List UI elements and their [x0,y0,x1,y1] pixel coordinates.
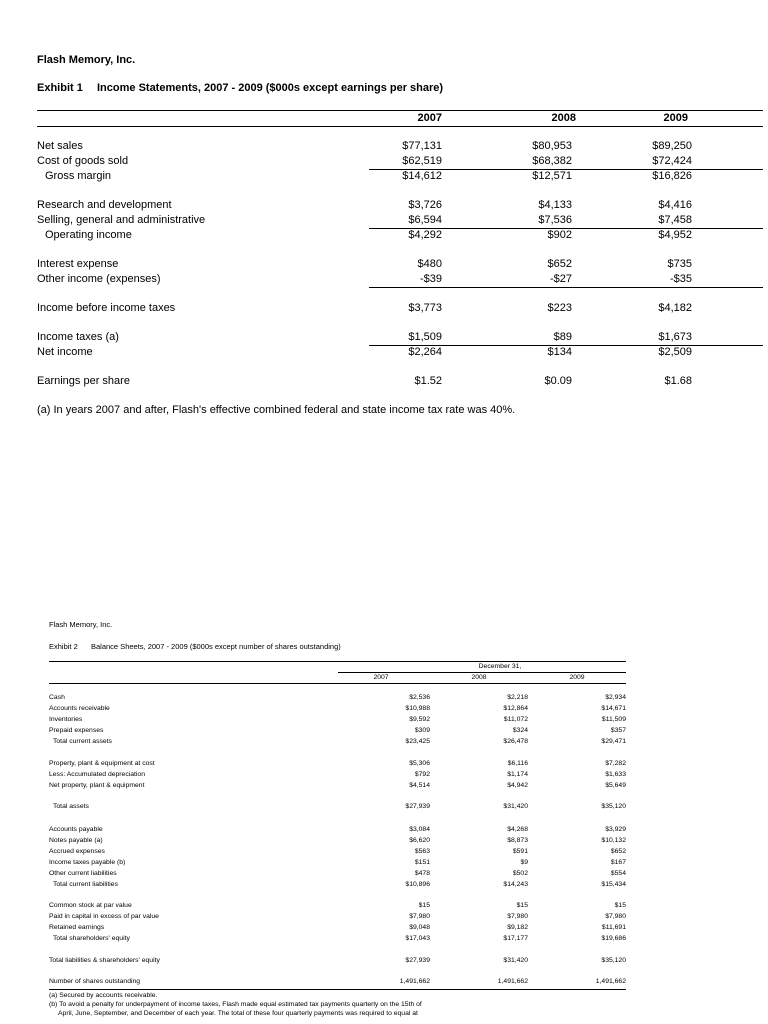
exhibit2-cell: $7,980 [409,913,430,920]
exhibit2-cell: $7,282 [605,760,626,767]
exhibit1-cell: $7,536 [538,214,572,226]
exhibit2-row-label: Total liabilities & shareholders' equity [49,957,160,964]
exhibit1-cell: $4,952 [658,229,692,241]
exhibit2-row-label: Total shareholders' equity [53,935,130,942]
exhibit1-title [37,82,443,94]
exhibit2-row-label: Prepaid expenses [49,727,104,734]
exhibit2-row-label: Retained earnings [49,924,105,931]
exhibit1-company-name: Flash Memory, Inc. [37,54,136,66]
exhibit2-cell: $478 [414,870,430,877]
exhibit1-cell: $223 [547,302,572,314]
exhibit1-cell: $62,519 [402,155,442,167]
exhibit1-cell: $16,826 [652,170,692,182]
exhibit1-title-text: Income Statements, 2007 - 2009 ($000s except earnings per share) [97,82,444,94]
exhibit1-cell: $80,953 [532,140,572,152]
exhibit1-row-label: Research and development [37,199,172,211]
exhibit2-cell: $9,592 [409,716,430,723]
exhibit2-cell: $10,896 [405,881,430,888]
exhibit2-note: (b) To avoid a penalty for underpayment of income taxes, Flash made equal estimated tax payments quarterly on the 15th of [49,1001,422,1008]
exhibit1-cell: $12,571 [532,170,572,182]
exhibit1-cell: $4,182 [658,302,692,314]
exhibit2-row-label: Accounts receivable [49,705,110,712]
exhibit2-cell: $5,306 [409,760,430,767]
exhibit2-cell: $11,691 [601,924,626,931]
exhibit2-cell: $324 [512,727,528,734]
exhibit2-cell: $3,929 [605,826,626,833]
exhibit2-cell: $23,425 [405,738,430,745]
exhibit2-cell: $14,243 [503,881,528,888]
exhibit2-row-label: Notes payable (a) [49,837,103,844]
exhibit2-cell: $1,174 [507,771,528,778]
exhibit1-row-label: Interest expense [37,258,119,270]
exhibit2-cell: $10,988 [405,705,430,712]
exhibit1-cell: $1,673 [658,331,692,343]
exhibit1-cell: -$35 [669,273,692,285]
exhibit1-cell: $1.52 [414,375,442,387]
exhibit1-cell: $4,416 [658,199,692,211]
exhibit2-top-rule [49,661,626,662]
exhibit1-year-header: 2007 [417,112,442,124]
exhibit2-header-rule [49,683,626,684]
exhibit2-cell: $31,420 [503,803,528,810]
exhibit2-cell: $35,120 [601,957,626,964]
exhibit2-cell: $9,182 [507,924,528,931]
exhibit1-cell: -$27 [549,273,572,285]
exhibit2-row-label: Other current liabilities [49,870,117,877]
exhibit2-cell: $792 [414,771,430,778]
exhibit1-header-bottom-rule [37,126,763,127]
exhibit2-row-label: Paid in capital in excess of par value [49,913,159,920]
exhibit1-cell: $134 [547,346,572,358]
exhibit2-cell: $4,942 [507,782,528,789]
exhibit2-cell: $9 [520,859,528,866]
exhibit2-cell: $17,043 [405,935,430,942]
exhibit1-row-label: Other income (expenses) [37,273,161,285]
exhibit2-cell: $502 [512,870,528,877]
exhibit2-cell: $309 [414,727,430,734]
exhibit2-row-label: Common stock at par value [49,902,132,909]
exhibit1-cell: $3,726 [408,199,442,211]
exhibit2-row-label: Cash [49,694,65,701]
exhibit2-row-label: Total current assets [53,738,112,745]
exhibit2-row-label: Less: Accumulated depreciation [49,771,145,778]
exhibit2-cell: 1,491,662 [399,978,430,985]
exhibit2-cell: $35,120 [601,803,626,810]
exhibit2-cell: $15 [516,902,528,909]
exhibit1-cell: $4,292 [408,229,442,241]
exhibit2-cell: $27,939 [405,803,430,810]
exhibit2-year-header: 2009 [569,674,585,681]
exhibit1-subtotal-rule [369,287,763,288]
exhibit2-period-header: December 31, [478,663,522,670]
exhibit2-row-label: Number of shares outstanding [49,978,141,985]
exhibit2-cell: $27,939 [405,957,430,964]
exhibit2-cell: $3,084 [409,826,430,833]
exhibit2-cell: $2,536 [409,694,430,701]
exhibit1-row-label: Selling, general and administrative [37,214,206,226]
exhibit2-cell: $167 [610,859,626,866]
exhibit2-note: April, June, September, and December of each year. The total of these four quarterly payments was required to equal at [58,1010,418,1017]
exhibit2-cell: $15 [614,902,626,909]
exhibit2-cell: $14,671 [601,705,626,712]
exhibit1-cell: $2,264 [408,346,442,358]
exhibit1-number: Exhibit 1 [37,82,83,94]
exhibit1-row-label: Income before income taxes [37,302,176,314]
exhibit1-cell: $72,424 [652,155,692,167]
exhibit2-cell: $17,177 [503,935,528,942]
exhibit2-cell: $12,864 [503,705,528,712]
exhibit1-cell: $1,509 [408,331,442,343]
exhibit2-period-rule [338,672,626,673]
exhibit2-cell: $554 [610,870,626,877]
exhibit2-company-name: Flash Memory, Inc. [49,620,113,629]
exhibit1-cell: $77,131 [402,140,442,152]
exhibit2-cell: $652 [610,848,626,855]
exhibit2-cell: $19,686 [601,935,626,942]
exhibit2-cell: $15,434 [601,881,626,888]
exhibit1-row-label: Cost of goods sold [37,155,129,167]
exhibit2-note: (a) Secured by accounts receivable. [49,992,158,999]
exhibit2-cell: $2,934 [605,694,626,701]
exhibit2-cell: $563 [414,848,430,855]
exhibit2-cell: $151 [414,859,430,866]
exhibit2-cell: $7,980 [507,913,528,920]
exhibit2-cell: $357 [610,727,626,734]
exhibit2-cell: $2,218 [507,694,528,701]
exhibit1-cell: $68,382 [532,155,572,167]
exhibit2-row-label: Net property, plant & equipment [49,782,145,789]
exhibit1-year-header: 2009 [663,112,688,124]
exhibit1-cell: $480 [417,258,442,270]
exhibit2-row-label: Accounts payable [49,826,103,833]
exhibit2-cell: $1,633 [605,771,626,778]
exhibit1-cell: $14,612 [402,170,442,182]
exhibit1-cell: $7,458 [658,214,692,226]
exhibit2-cell: 1,491,662 [595,978,626,985]
exhibit2-cell: $29,471 [601,738,626,745]
exhibit1-row-label: Operating income [45,229,132,241]
exhibit1-row-label: Net income [37,346,93,358]
exhibit2-cell: $8,873 [507,837,528,844]
exhibit1-cell: $4,133 [538,199,572,211]
exhibit2-cell: 1,491,662 [497,978,528,985]
exhibit2-cell: $11,509 [601,716,626,723]
exhibit2-cell: $10,132 [601,837,626,844]
exhibit1-cell: $735 [667,258,692,270]
exhibit1-cell: $1.68 [664,375,692,387]
exhibit2-cell: $7,980 [605,913,626,920]
exhibit2-year-header: 2007 [373,674,389,681]
exhibit2-cell: $15 [418,902,430,909]
exhibit1-cell: $902 [547,229,572,241]
exhibit1-header-top-rule [37,110,763,111]
exhibit2-bottom-rule [49,989,626,990]
exhibit2-cell: $4,514 [409,782,430,789]
exhibit2-row-label: Property, plant & equipment at cost [49,760,155,767]
exhibit1-row-label: Income taxes (a) [37,331,119,343]
exhibit2-row-label: Total current liabilities [53,881,118,888]
exhibit2-cell: $5,649 [605,782,626,789]
exhibit1-row-label: Earnings per share [37,375,130,387]
exhibit1-cell: -$39 [419,273,442,285]
exhibit2-cell: $26,478 [503,738,528,745]
exhibit2-row-label: Accrued expenses [49,848,105,855]
exhibit1-row-label: Gross margin [45,170,112,182]
exhibit2-cell: $6,620 [409,837,430,844]
exhibit2-cell: $6,116 [507,760,528,767]
exhibit2-year-header: 2008 [471,674,487,681]
exhibit1-cell: $652 [547,258,572,270]
exhibit2-cell: $11,072 [503,716,528,723]
exhibit2-row-label: Inventories [49,716,83,723]
exhibit2-number: Exhibit 2 [49,642,78,651]
exhibit1-cell: $89,250 [652,140,692,152]
exhibit1-cell: $89 [553,331,572,343]
exhibit2-cell: $9,048 [409,924,430,931]
exhibit1-cell: $3,773 [408,302,442,314]
exhibit2-cell: $4,268 [507,826,528,833]
exhibit2-row-label: Income taxes payable (b) [49,859,126,866]
exhibit2-cell: $591 [512,848,528,855]
exhibit1-year-header: 2008 [551,112,576,124]
exhibit1-cell: $2,509 [658,346,692,358]
exhibit2-row-label: Total assets [53,803,89,810]
exhibit1-cell: $6,594 [408,214,442,226]
exhibit1-cell: $0.09 [544,375,572,387]
exhibit1-row-label: Net sales [37,140,83,152]
exhibit2-title [49,642,341,651]
exhibit2-title-text: Balance Sheets, 2007 - 2009 ($000s except number of shares outstanding) [91,642,341,651]
exhibit2-cell: $31,420 [503,957,528,964]
exhibit1-footnote: (a) In years 2007 and after, Flash's effective combined federal and state income tax rate was 40%. [37,404,516,416]
